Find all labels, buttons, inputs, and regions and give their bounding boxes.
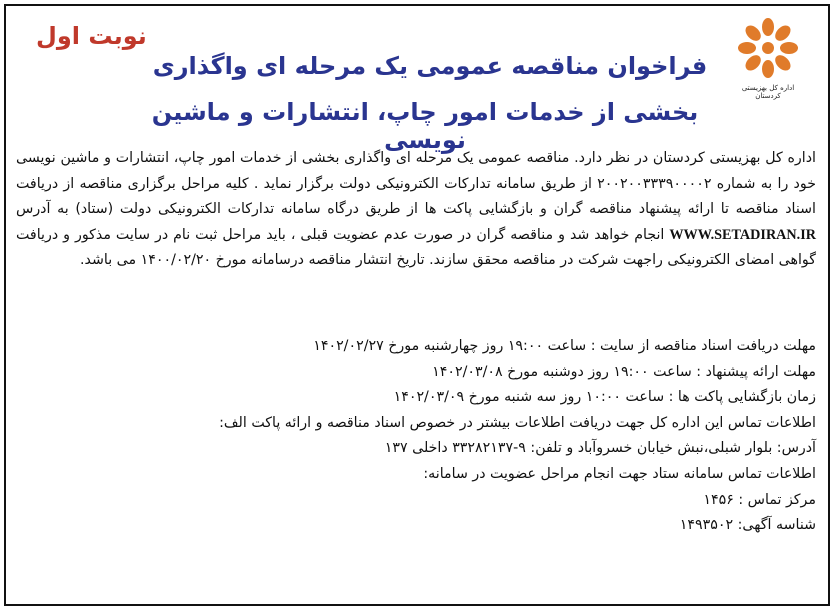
logo-caption: اداره کل بهزیستی کردستان (741, 84, 795, 100)
call-center: مرکز تماس : ۱۴۵۶ (703, 491, 816, 508)
document-deadline: مهلت دریافت اسناد مناقصه از سایت : ساعت ۱۹:۰۰ روز چهارشنبه مورخ ۱۴۰۲/۰۲/۲۷ (313, 338, 816, 354)
logo-flower-icon (734, 14, 802, 82)
body-text-1: اداره کل بهزیستی کردستان در نظر دارد. مناقصه عمومی یک مرحله ای واگذاری بخشی از خدمات امور چاپ، انتشارات و ماشین نویسی خود را به شماره ۲۰۰۲۰۰۳۳۳۹۰۰۰۰۲ از طریق سامانه تدارکات الکترونیکی دولت برگزار نماید . کلیه مراحل برگزاری مناقصه از دریافت اسناد مناقصه تا ارائه پیشنهاد مناقصه گران و بازگشایی پاکت ها از طریق درگاه سامانه تدارکات الکترونیکی دولت (ستاد) به آدرس (16, 150, 816, 217)
setad-contact-heading: اطلاعات تماس سامانه ستاد جهت انجام مراحل عضویت در سامانه: (423, 465, 816, 482)
opening-time: زمان بازگشایی پاکت ها : ساعت ۱۰:۰۰ روز سه شنبه مورخ ۱۴۰۲/۰۳/۰۹ (393, 389, 816, 406)
contact-heading: اطلاعات تماس این اداره کل جهت دریافت اطلاعات بیشتر در خصوص اسناد مناقصه و ارائه پاکت الف: (219, 414, 816, 431)
body-paragraph (16, 146, 816, 274)
website-link[interactable]: WWW.SETADIRAN.IR (669, 226, 816, 243)
address-line: آدرس: بلوار شبلی،نبش خیابان خسروآباد و تلفن: ۹-۳۳۲۸۲۱۳۷ داخلی ۱۳۷ (384, 440, 816, 457)
title-line-1: فراخوان مناقصه عمومی یک مرحله ای واگذاری (152, 52, 708, 80)
organization-logo (734, 14, 802, 100)
title-line-2: بخشی از خدمات امور چاپ، انتشارات و ماشین نویسی (151, 98, 699, 154)
round-label: نوبت اول (36, 22, 147, 50)
details-list (16, 334, 816, 539)
ad-id: شناسه آگهی: ۱۴۹۳۵۰۲ (679, 517, 816, 534)
body-text-2: انجام خواهد شد و مناقصه گران در صورت عدم عضویت قبلی ، باید مراحل ثبت نام در سایت مذکور و دریافت گواهی امضای الکترونیکی راجهت شرکت در مناقصه محقق سازند. تاریخ انتشار مناقصه درسامانه مورخ ۱۴۰۰/۰۲/۲۰ می باشد. (16, 226, 816, 268)
proposal-deadline: مهلت ارائه پیشنهاد : ساعت ۱۹:۰۰ روز دوشنبه مورخ ۱۴۰۲/۰۳/۰۸ (432, 363, 816, 380)
